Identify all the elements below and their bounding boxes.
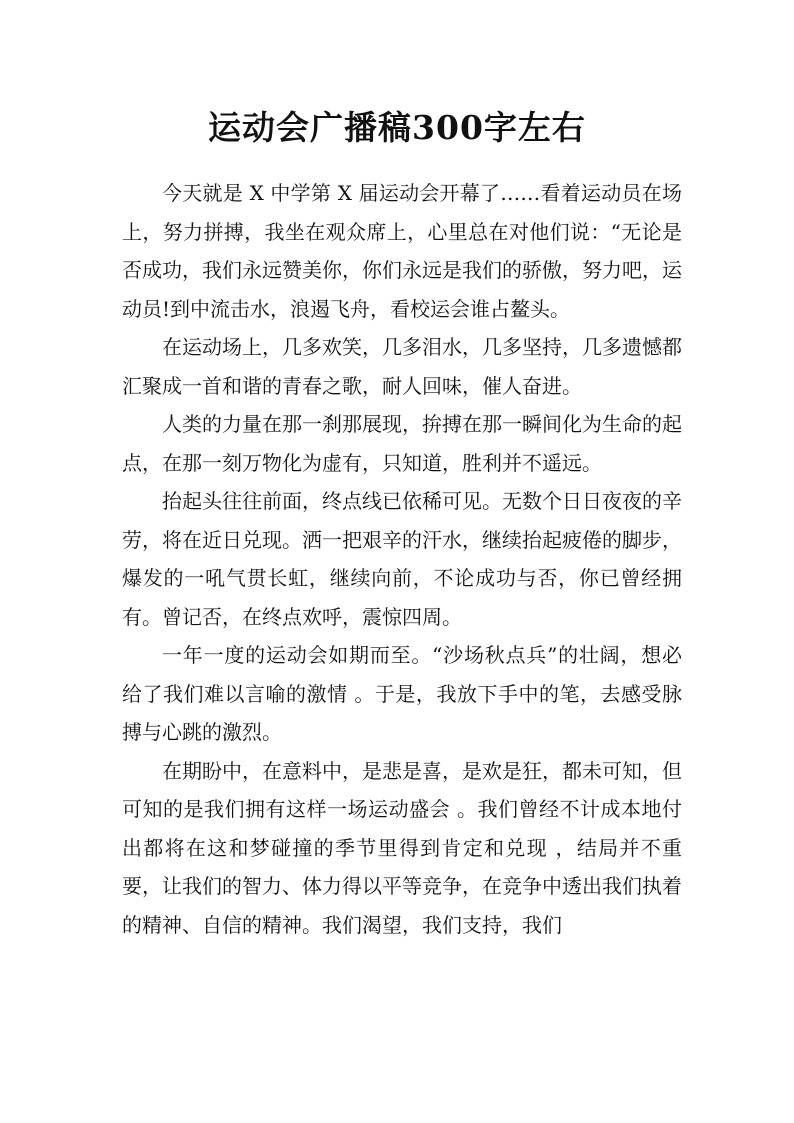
- paragraph: 在运动场上，几多欢笑，几多泪水，几多坚持，几多遗憾都汇聚成一首和谐的青春之歌，耐人回味，催人奋进。: [122, 335, 682, 398]
- paragraph: 今天就是 X 中学第 X 届运动会开幕了……看着运动员在场上，努力拼搏，我坐在观众席上，心里总在对他们说：“无论是否成功，我们永远赞美你，你们永远是我们的骄傲，努力吧，运动员!到中流击水，浪遏飞舟，看校运会谁占鳌头。: [122, 181, 682, 321]
- paragraph: 抬起头往往前面，终点线已依稀可见。无数个日日夜夜的辛劳，将在近日兑现。洒一把艰辛的汗水，继续抬起疲倦的脚步，爆发的一吼气贯长虹，继续向前，不论成功与否，你已曾经拥有。曾记否，在终点欢呼，震惊四周。: [122, 489, 682, 629]
- document-title: 运动会广播稿300字左右: [208, 108, 586, 147]
- document-body: [122, 174, 682, 944]
- paragraph: 在期盼中，在意料中，是悲是喜，是欢是狂，都未可知，但可知的是我们拥有这样一场运动盛会 。我们曾经不计成本地付出都将在这和梦碰撞的季节里得到肯定和兑现 ，结局并不重要，让我们的智力、体力得以平等竞争，在竞争中透出我们执着的精神、自信的精神。我们渴望，我们支持，我们: [122, 758, 682, 937]
- paragraph: 一年一度的运动会如期而至。“沙场秋点兵”的壮阔，想必给了我们难以言喻的激情 。于是，我放下手中的笔，去感受脉搏与心跳的激烈。: [122, 643, 682, 744]
- paragraph: 人类的力量在那一刹那展现，拚搏在那一瞬间化为生命的起点，在那一刻万物化为虚有，只知道，胜利并不遥远。: [122, 412, 682, 475]
